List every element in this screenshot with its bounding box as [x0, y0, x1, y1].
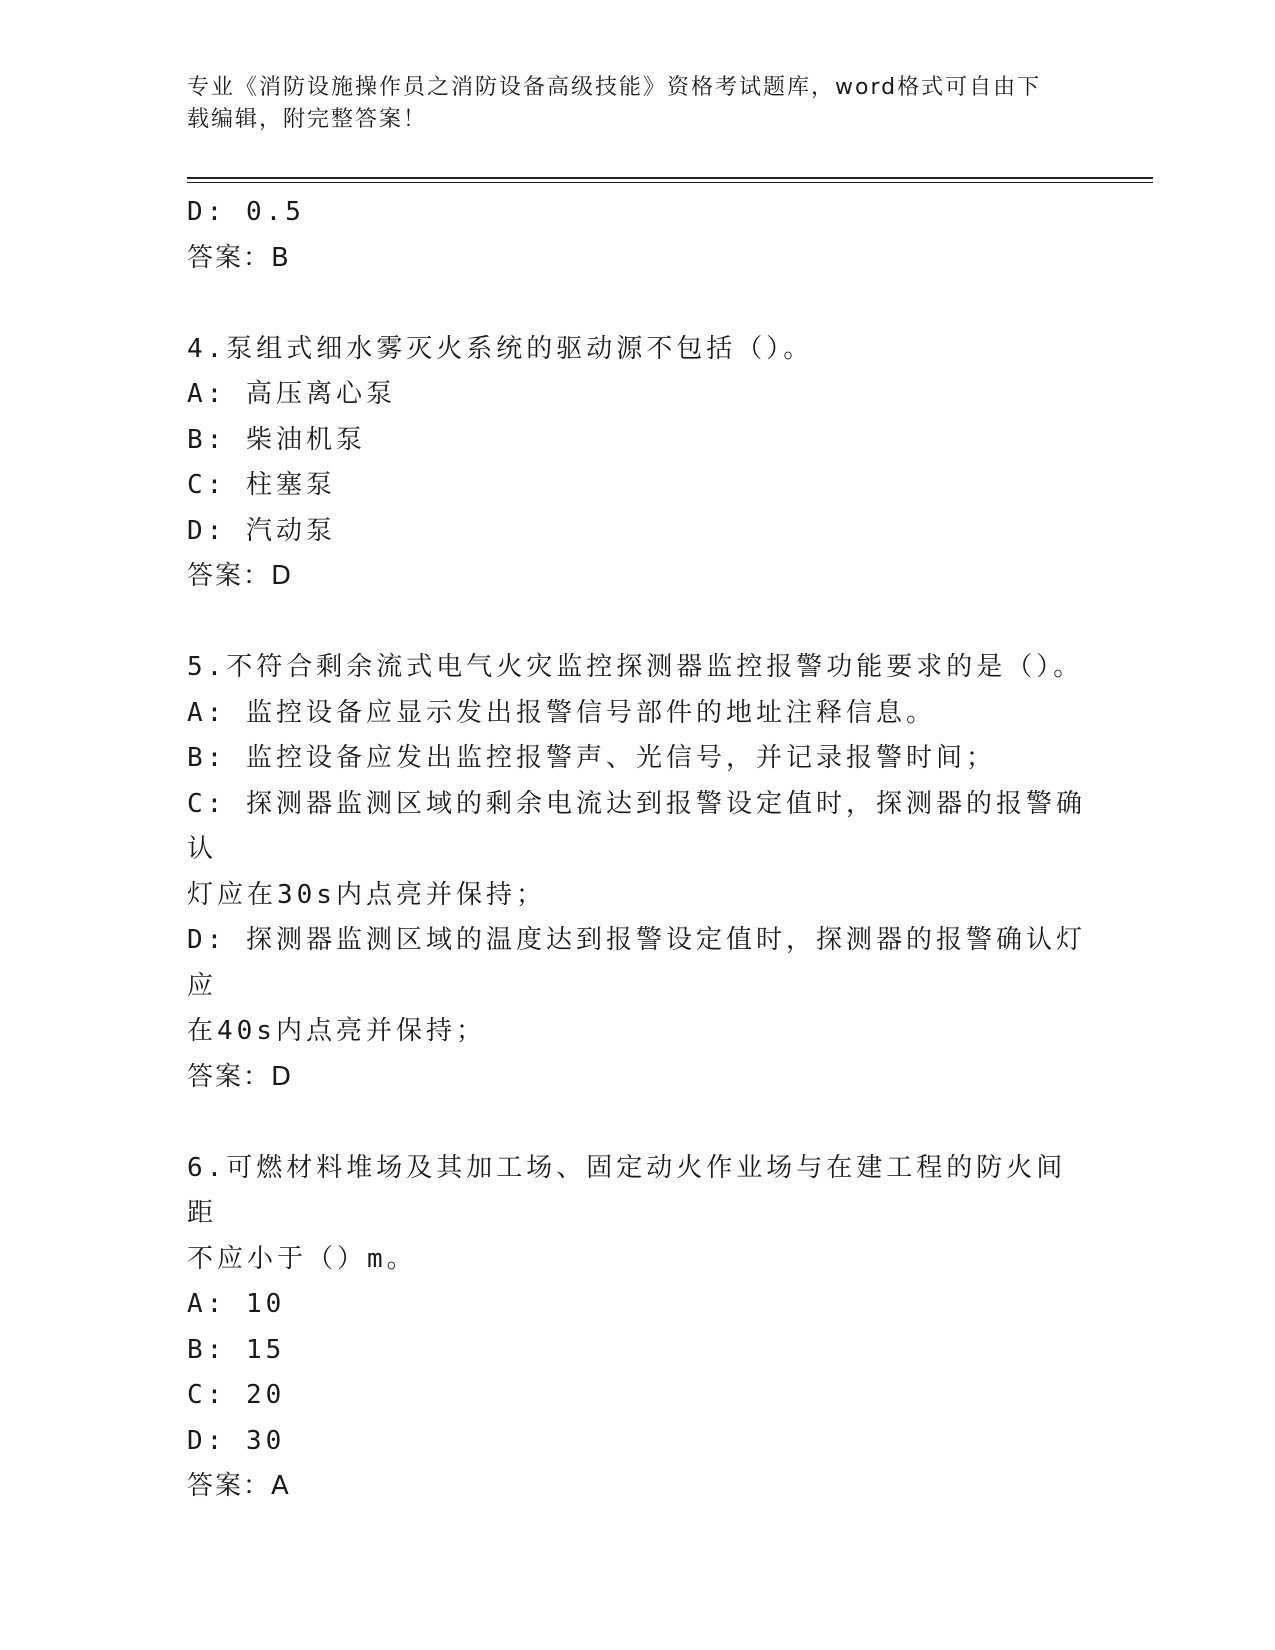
question-5-answer: 答案：D [187, 1061, 294, 1092]
question-5-option-d: D: 探测器监测区域的温度达到报警设定值时，探测器的报警确认灯应 [187, 925, 1086, 1001]
question-4-answer: 答案：D [187, 561, 294, 591]
header-line-1: 专业《消防设施操作员之消防设备高级技能》资格考试题库，word格式可自由下 [187, 75, 1042, 100]
question-5-stem: 5.不符合剩余流式电气火灾监控探测器监控报警功能要求的是（）。 [187, 652, 1084, 682]
header-line-2: 载编辑，附完整答案！ [187, 107, 428, 132]
question-4-option-a: A: 高压离心泵 [187, 379, 396, 409]
document-body [187, 190, 1087, 1510]
question-6-stem-line-1: 6.可燃材料堆场及其加工场、固定动火作业场与在建工程的防火间距 [187, 1152, 1067, 1228]
question-4-option-b: B: 柴油机泵 [187, 424, 366, 455]
question-6-option-a: A: 10 [187, 1289, 286, 1319]
header-rule-thin [187, 182, 1153, 183]
prev-option-d: D: 0.5 [187, 197, 305, 227]
question-6-answer: 答案：A [187, 1471, 291, 1501]
spacer [187, 1100, 1087, 1146]
question-5-option-d-cont: 在40s内点亮并保持； [187, 1016, 486, 1046]
question-5-option-c-cont: 灯应在30s内点亮并保持； [187, 879, 546, 910]
question-5 [187, 645, 1087, 1100]
question-6-option-b: B: 15 [187, 1334, 286, 1365]
question-5-option-b: B: 监控设备应发出监控报警声、光信号，并记录报警时间； [187, 743, 996, 773]
spacer [187, 600, 1087, 646]
spacer [187, 281, 1087, 327]
header-rule-thick [187, 177, 1153, 179]
question-6-option-c: C: 20 [187, 1380, 286, 1410]
question-4-option-d: D: 汽动泵 [187, 515, 336, 546]
question-4-option-c: C: 柱塞泵 [187, 470, 336, 500]
question-5-option-a: A: 监控设备应显示发出报警信号部件的地址注释信息。 [187, 697, 936, 728]
question-6-option-d: D: 30 [187, 1425, 286, 1456]
question-4 [187, 327, 1087, 600]
prev-answer: 答案：B [187, 242, 291, 273]
question-4-stem: 4.泵组式细水雾灭火系统的驱动源不包括（）。 [187, 333, 814, 364]
document-header [187, 72, 1067, 136]
question-6 [187, 1146, 1087, 1510]
question-6-stem-line-2: 不应小于（）m。 [187, 1243, 417, 1274]
question-5-option-c: C: 探测器监测区域的剩余电流达到报警设定值时，探测器的报警确认 [187, 788, 1086, 864]
